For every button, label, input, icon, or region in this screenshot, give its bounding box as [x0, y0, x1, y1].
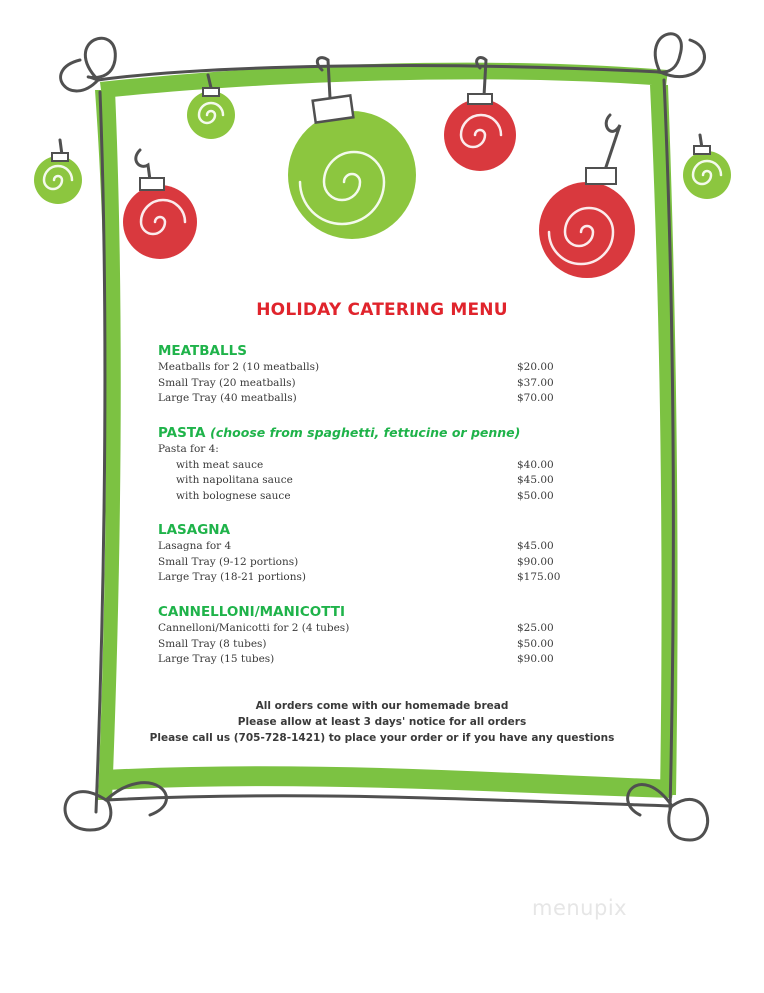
item-price: $45.00	[517, 474, 554, 486]
item-price: $175.00	[517, 571, 561, 583]
item-price: $50.00	[517, 637, 554, 650]
menu-item	[158, 637, 588, 653]
item-price: $70.00	[517, 392, 554, 404]
item-label: Small Tray (20 meatballs)	[158, 376, 296, 389]
footer-line-notice: Please allow at least 3 days' notice for all orders	[237, 716, 527, 728]
menu-subheading: Pasta for 4:	[158, 443, 219, 455]
item-label: Large Tray (40 meatballs)	[158, 392, 297, 404]
section-meatballs	[158, 342, 588, 407]
section-note: (choose from spaghetti, fettucine or penne)	[210, 425, 521, 440]
item-price: $25.00	[517, 622, 554, 634]
item-label: Small Tray (8 tubes)	[158, 637, 267, 650]
item-price: $40.00	[517, 458, 554, 471]
item-label: with bolognese sauce	[176, 489, 291, 502]
item-price: $45.00	[517, 540, 554, 552]
menu-item	[158, 376, 588, 392]
item-price: $90.00	[517, 555, 554, 568]
section-pasta	[158, 424, 588, 504]
item-label: with meat sauce	[176, 458, 264, 471]
menu-item	[158, 652, 588, 668]
menu-item	[158, 555, 588, 571]
menu-item	[158, 391, 588, 407]
item-price: $20.00	[517, 361, 554, 373]
item-price: $90.00	[517, 653, 554, 665]
menu-item	[158, 570, 588, 586]
item-price: $37.00	[517, 376, 554, 389]
menu-item	[158, 621, 588, 637]
menu-footer	[0, 698, 764, 746]
section-heading: CANNELLONI/MANICOTTI	[158, 604, 345, 620]
item-label: Large Tray (18-21 portions)	[158, 571, 306, 583]
section-lasagna	[158, 521, 588, 586]
section-heading: MEATBALLS	[158, 343, 247, 359]
item-label: Meatballs for 2 (10 meatballs)	[158, 361, 320, 373]
footer-line-bread: All orders come with our homemade bread	[255, 700, 509, 712]
section-cannelloni-manicotti	[158, 603, 588, 668]
section-heading: LASAGNA	[158, 522, 231, 538]
menu-title: HOLIDAY CATERING MENU	[256, 300, 508, 320]
menu-item	[158, 360, 588, 376]
menu-item	[158, 458, 588, 474]
item-price: $50.00	[517, 489, 554, 502]
section-heading: PASTA (choose from spaghetti, fettucine or penne)	[158, 425, 521, 441]
item-label: Lasagna for 4	[158, 540, 232, 552]
item-label: Large Tray (15 tubes)	[158, 653, 275, 665]
item-label: with napolitana sauce	[176, 474, 293, 486]
menu-item	[158, 539, 588, 555]
item-label: Small Tray (9-12 portions)	[158, 555, 299, 568]
item-label: Cannelloni/Manicotti for 2 (4 tubes)	[158, 622, 350, 634]
menu-item	[158, 489, 588, 505]
footer-line-phone: Please call us (705-728-1421) to place your order or if you have any questions	[149, 732, 615, 744]
menu-item	[158, 473, 588, 489]
menupix-watermark: menupix	[532, 896, 628, 920]
